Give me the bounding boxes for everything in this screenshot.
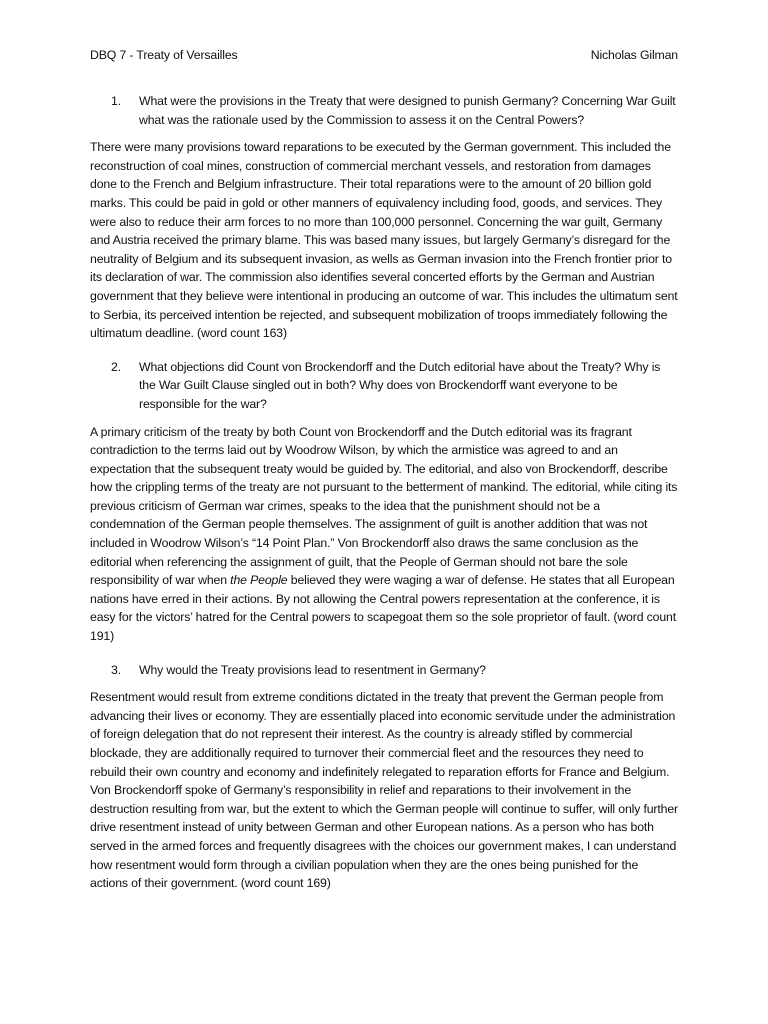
question-2	[90, 358, 678, 414]
question-text: What objections did Count von Brockendorff and the Dutch editorial have about the Treaty? Why is the War Guilt Clause singled out in both? Why does von Brockendorff want everyone to be responsible for the war?	[139, 359, 661, 411]
answer-text-part: believed they were waging a war of defense. He states that all European nations have erred in their actions. By not allowing the Central powers representation at the conference, it is easy for the victors’ hatred for the Central powers to scapegoat them so the sole proprietor of fault. (word count 191)	[90, 573, 676, 644]
question-text: What were the provisions in the Treaty that were designed to punish Germany? Concerning War Guilt what was the rationale used by the Commission to assess it on the Central Powers?	[139, 94, 676, 127]
answer-italic-phrase: the People	[230, 573, 288, 588]
answer-3: Resentment would result from extreme conditions dictated in the treaty that prevent the German people from advancing their lives or economy. They are essentially placed into economic servitude under the administration of foreign delegation that do not represent their interest. As the country is already stifled by commercial blockade, they are additionally required to turnover their commercial fleet and the resources they need to rebuild their own country and economy and indefinitely relegated to reparation efforts for France and Belgium. Von Brockendorff spoke of Germany’s responsibility in relief and reparations to their involvement in the destruction resulting from war, but the extent to which the German people will continue to suffer, will only further drive resentment instead of unity between German and other European nations. As a person who has both served in the armed forces and frequently disagrees with the choices our government makes, I can understand how resentment would form through a civilian population when they are the ones being punished for the actions of their government. (word count 169)	[90, 690, 678, 891]
question-number: 1.	[111, 94, 121, 108]
answer-text-part: A primary criticism of the treaty by both Count von Brockendorff and the Dutch editorial was its fragrant contradiction to the terms laid out by Woodrow Wilson, by which the armistice was agreed to and an expectation that the subsequent treaty would be guided by. The editorial, and also von Brockendorff, describe how the crippling terms of the treaty are not pursuant to the betterment of mankind. The editorial, while citing its previous criticism of German war crimes, speaks to the idea that the punishment should not be a condemnation of the German people themselves. The assignment of guilt is another addition that was not included in Woodrow Wilson’s “14 Point Plan.” Von Brockendorff also draws the same conclusion as the editorial when referencing the assignment of guilt, that the People of German should not bare the sole responsibility of war when	[90, 424, 678, 588]
document-title: DBQ 7 - Treaty of Versailles	[90, 48, 238, 62]
answer-2	[90, 423, 678, 646]
question-number: 3.	[111, 662, 121, 677]
question-text: Why would the Treaty provisions lead to resentment in Germany?	[139, 662, 486, 677]
question-3	[90, 661, 678, 680]
question-number: 2.	[111, 359, 121, 374]
question-1	[90, 92, 678, 129]
page-header	[90, 46, 678, 64]
author-name: Nicholas Gilman	[590, 48, 678, 62]
answer-1: There were many provisions toward reparations to be executed by the German government. This included the reconstruction of coal mines, construction of commercial merchant vessels, and restoration from damages done to the French and Belgium infrastructure. Their total reparations were to the amount of 20 billion gold marks. This could be paid in gold or other manners of equivalency including food, goods, and services. They were also to reduce their arm forces to no more than 100,000 personnel. Concerning the war guilt, Germany and Austria received the primary blame. This was based many issues, but largely Germany’s disregard for the neutrality of Belgium and its subsequent invasion, as wells as German invasion into the French frontier prior to its declaration of war. The commission also identifies several concerted efforts by the German and Austrian government that they believe were intentional in producing an outcome of war. This includes the ultimatum sent to Serbia, its perceived intention be rejected, and subsequent mobilization of troops immediately following the ultimatum deadline. (word count 163)	[90, 140, 678, 341]
